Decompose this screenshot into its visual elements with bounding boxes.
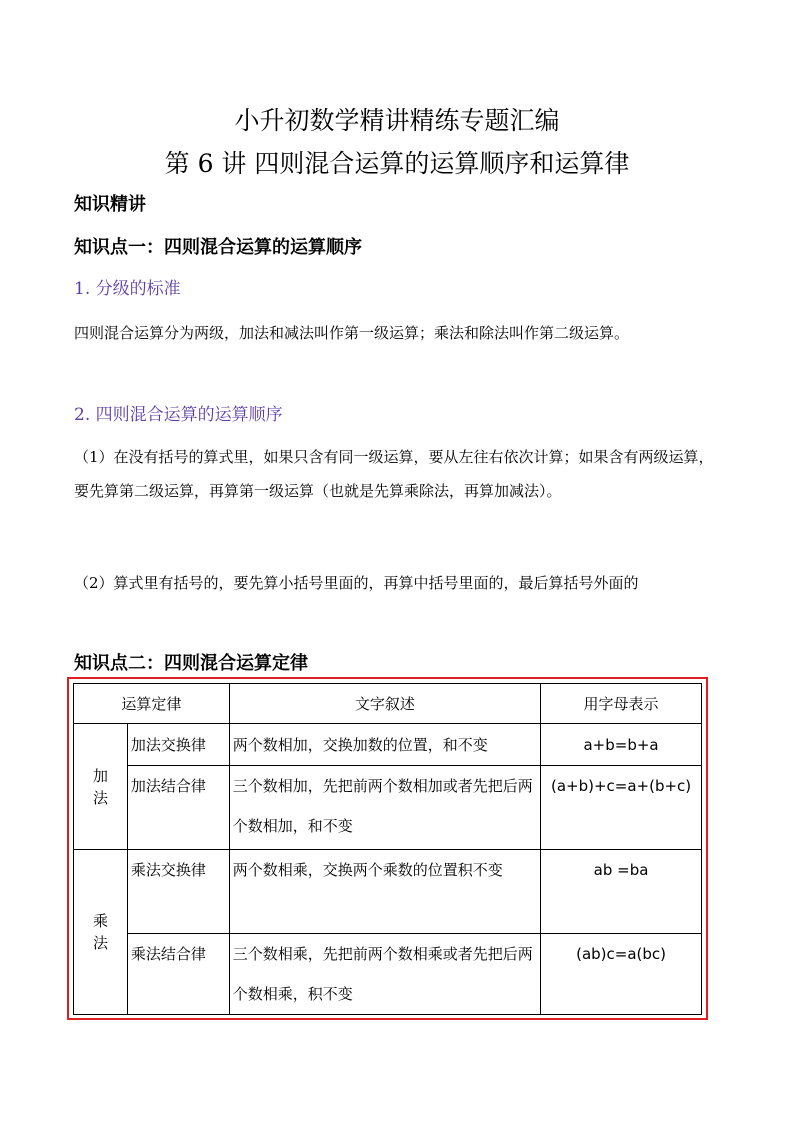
law-formula: (ab)c=a(bc) xyxy=(541,934,702,1015)
paragraph-classification: 四则混合运算分为两级，加法和减法叫作第一级运算；乘法和除法叫作第二级运算。 xyxy=(74,324,630,342)
table-row xyxy=(74,850,702,934)
law-formula: (a+b)+c=a+(b+c) xyxy=(541,766,702,850)
knowledge-point-2-heading: 知识点二：四则混合运算定律 xyxy=(74,653,308,674)
subheading-classification: 1. 分级的标准 xyxy=(74,279,181,299)
group-addition xyxy=(74,724,128,850)
paragraph-rule-2: （2）算式里有括号的，要先算小括号里面的，再算中括号里面的，最后算括号外面的 xyxy=(74,574,639,592)
knowledge-point-1-heading: 知识点一：四则混合运算的运算顺序 xyxy=(74,237,362,258)
group-multiplication xyxy=(74,850,128,1015)
law-formula: a+b=b+a xyxy=(541,724,702,766)
law-name: 加法交换律 xyxy=(127,724,229,766)
laws-table-frame xyxy=(67,677,708,1020)
table-row xyxy=(74,766,702,850)
paragraph-rule-1: （1）在没有括号的算式里，如果只含有同一级运算，要从左往右依次计算；如果含有两级运算，要先算第二级运算，再算第一级运算（也就是先算乘除法，再算加减法）。 xyxy=(74,448,714,500)
law-description: 三个数相加，先把前两个数相加或者先把后两个数相加，和不变 xyxy=(229,766,540,850)
subheading-order: 2. 四则混合运算的运算顺序 xyxy=(74,405,283,425)
laws-table xyxy=(73,683,702,1015)
law-name: 乘法交换律 xyxy=(127,850,229,934)
header-law: 运算定律 xyxy=(74,684,230,724)
main-title: 小升初数学精讲精练专题汇编 xyxy=(234,106,560,135)
group-addition-label: 加法 xyxy=(92,766,108,807)
table-row xyxy=(74,724,702,766)
header-formula: 用字母表示 xyxy=(541,684,702,724)
section-heading: 知识精讲 xyxy=(74,194,146,215)
header-description: 文字叙述 xyxy=(229,684,540,724)
law-description: 两个数相乘，交换两个乘数的位置积不变 xyxy=(229,850,540,934)
group-multiplication-label: 乘法 xyxy=(92,912,108,952)
table-header-row xyxy=(74,684,702,724)
law-name: 加法结合律 xyxy=(127,766,229,850)
law-description: 两个数相加，交换加数的位置，和不变 xyxy=(229,724,540,766)
law-formula: ab =ba xyxy=(541,850,702,934)
law-name: 乘法结合律 xyxy=(127,934,229,1015)
law-description: 三个数相乘，先把前两个数相乘或者先把后两个数相乘，积不变 xyxy=(229,934,540,1015)
lecture-title: 第 6 讲 四则混合运算的运算顺序和运算律 xyxy=(164,149,630,178)
table-row xyxy=(74,934,702,1015)
